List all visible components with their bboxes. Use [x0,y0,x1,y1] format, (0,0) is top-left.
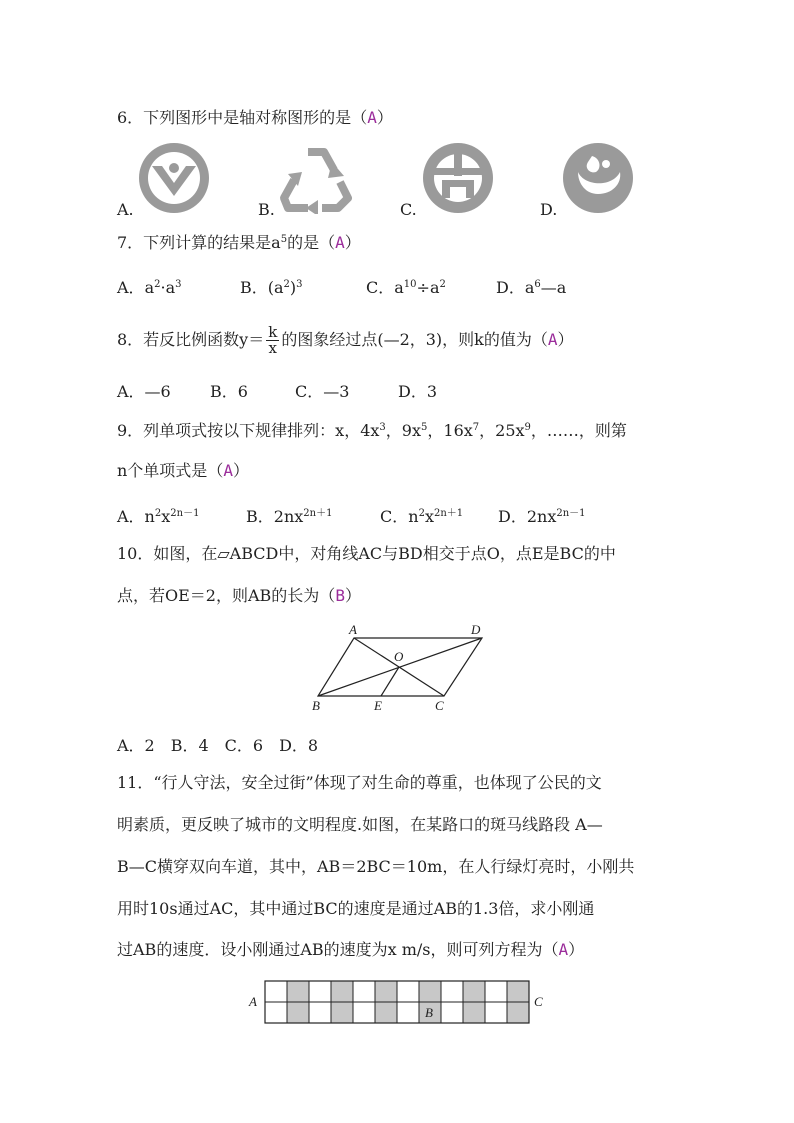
crosswalk-cell [287,1002,309,1023]
crosswalk-cell [375,981,397,1002]
label-E: E [374,698,382,713]
q11-line4: 用时10s通过AC，其中通过BC的速度是通过AB的1.3倍，求小刚通 [117,899,595,918]
q7-stem-text: 7．下列计算的结果是a [117,233,281,252]
q11-line2: 明素质，更反映了城市的文明程度.如图，在某路口的斑马线路段 A— [117,815,603,834]
crosswalk-cell [507,981,529,1002]
q10-stem-line1: 10．如图，在▱ABCD中，对角线AC与BD相交于点O，点E是BC的中 [117,544,616,563]
crosswalk-cell [419,981,441,1002]
q9-option-b: B．$2nx^{2n+1}$ [246,507,333,526]
q7-answer: A [335,233,345,252]
q9-answer: A [223,461,233,480]
parallelogram-figure [305,620,495,716]
q6-label-a: A. [117,200,134,219]
crosswalk-cell [265,1002,287,1023]
label-A: A [249,994,257,1009]
crosswalk-cell [441,1002,463,1023]
label-A: A [349,622,357,637]
label-B: B [425,1005,433,1020]
q6-label-d: D. [540,200,558,219]
crosswalk-cell [331,981,353,1002]
q10-options: A．2 B．4 C．6 D．8 [117,736,319,755]
q9-stem-line1: 9．列单项式按以下规律排列：x，$4x^3$，$9x^5$，$16x^7$，$25x^9$，……，则第 [117,421,627,440]
crosswalk-cell [265,981,287,1002]
label-C: C [435,698,444,713]
q6-answer: A [367,108,377,127]
q8-option-a: A．—6 [117,382,171,401]
crosswalk-cell [375,1002,397,1023]
crosswalk-cell [331,1002,353,1023]
q11-line5: 过AB的速度．设小刚通过AB的速度为x m/s，则可列方程为（A） [117,940,585,959]
q9-option-d: D．$2nx^{2n-1}$ [498,507,586,526]
crosswalk-cell [485,1002,507,1023]
q8-option-c: C．—3 [295,382,350,401]
q8-option-d: D．3 [398,382,438,401]
crosswalk-cell [309,1002,331,1023]
crosswalk-cell [397,981,419,1002]
crosswalk-cell [463,981,485,1002]
q8-answer: A [547,330,558,349]
q8-option-b: B．6 [210,382,248,401]
crosswalk-cell [309,981,331,1002]
label-B: B [312,698,320,713]
q7-option-a: A．$a^2\cdot a^3$ [117,278,182,297]
q7-option-d: D．$a^6—a$ [496,278,567,297]
q8-fraction: $\frac{k}{x}$ [268,323,278,357]
q10-answer: B [335,586,345,605]
label-C: C [534,994,543,1009]
q11-answer: A [558,940,569,959]
crosswalk-cell [441,981,463,1002]
q7-stem: 7．下列计算的结果是$a^5$的是（A） [117,233,361,252]
label-O: O [394,649,404,664]
q7-stem-sup: 5 [280,234,288,245]
q6-label-b: B. [258,200,275,219]
q8-stem: 8．若反比例函数y＝ $\frac{k}{x}$ 的图象经过点(—2，3)，则k的值为（A） [117,323,574,357]
q11-line1: 11．“行人守法，安全过街”体现了对生命的尊重，也体现了公民的文 [117,773,602,792]
crosswalk-cell [397,1002,419,1023]
circle-emblem-icon [136,140,212,216]
q9-option-c: C．$n^2x^{2n+1}$ [380,507,464,526]
q6-stem-text: 6．下列图形中是轴对称图形的是 [117,108,352,127]
crosswalk-cell [463,1002,485,1023]
circle-cross-emblem-icon [420,140,496,216]
circle-drop-emblem-icon [560,140,636,216]
q11-line3: B—C横穿双向车道，其中，AB＝2BC＝10m，在人行绿灯亮时，小刚共 [117,857,635,876]
q9-stem-line2: n个单项式是（A） [117,461,249,480]
q7-option-c: C．$a^{10}\div a^2$ [366,278,446,297]
q6-stem: 6．下列图形中是轴对称图形的是（A） [117,108,393,127]
q7-option-b: B．$(a^2)^3$ [240,278,303,297]
q7-stem-tail: 的是 [287,233,320,252]
q6-label-c: C. [400,200,417,219]
recycle-triangle-icon [278,142,354,214]
q9-option-a: A．$n^2x^{2n-1}$ [117,507,200,526]
crosswalk-cell [485,981,507,1002]
crosswalk-cell [353,1002,375,1023]
q10-stem-line2: 点，若OE＝2，则AB的长为（B） [117,586,361,605]
crosswalk-figure [245,978,555,1028]
label-D: D [471,622,481,637]
crosswalk-cell [353,981,375,1002]
crosswalk-cell [287,981,309,1002]
crosswalk-cell [507,1002,529,1023]
